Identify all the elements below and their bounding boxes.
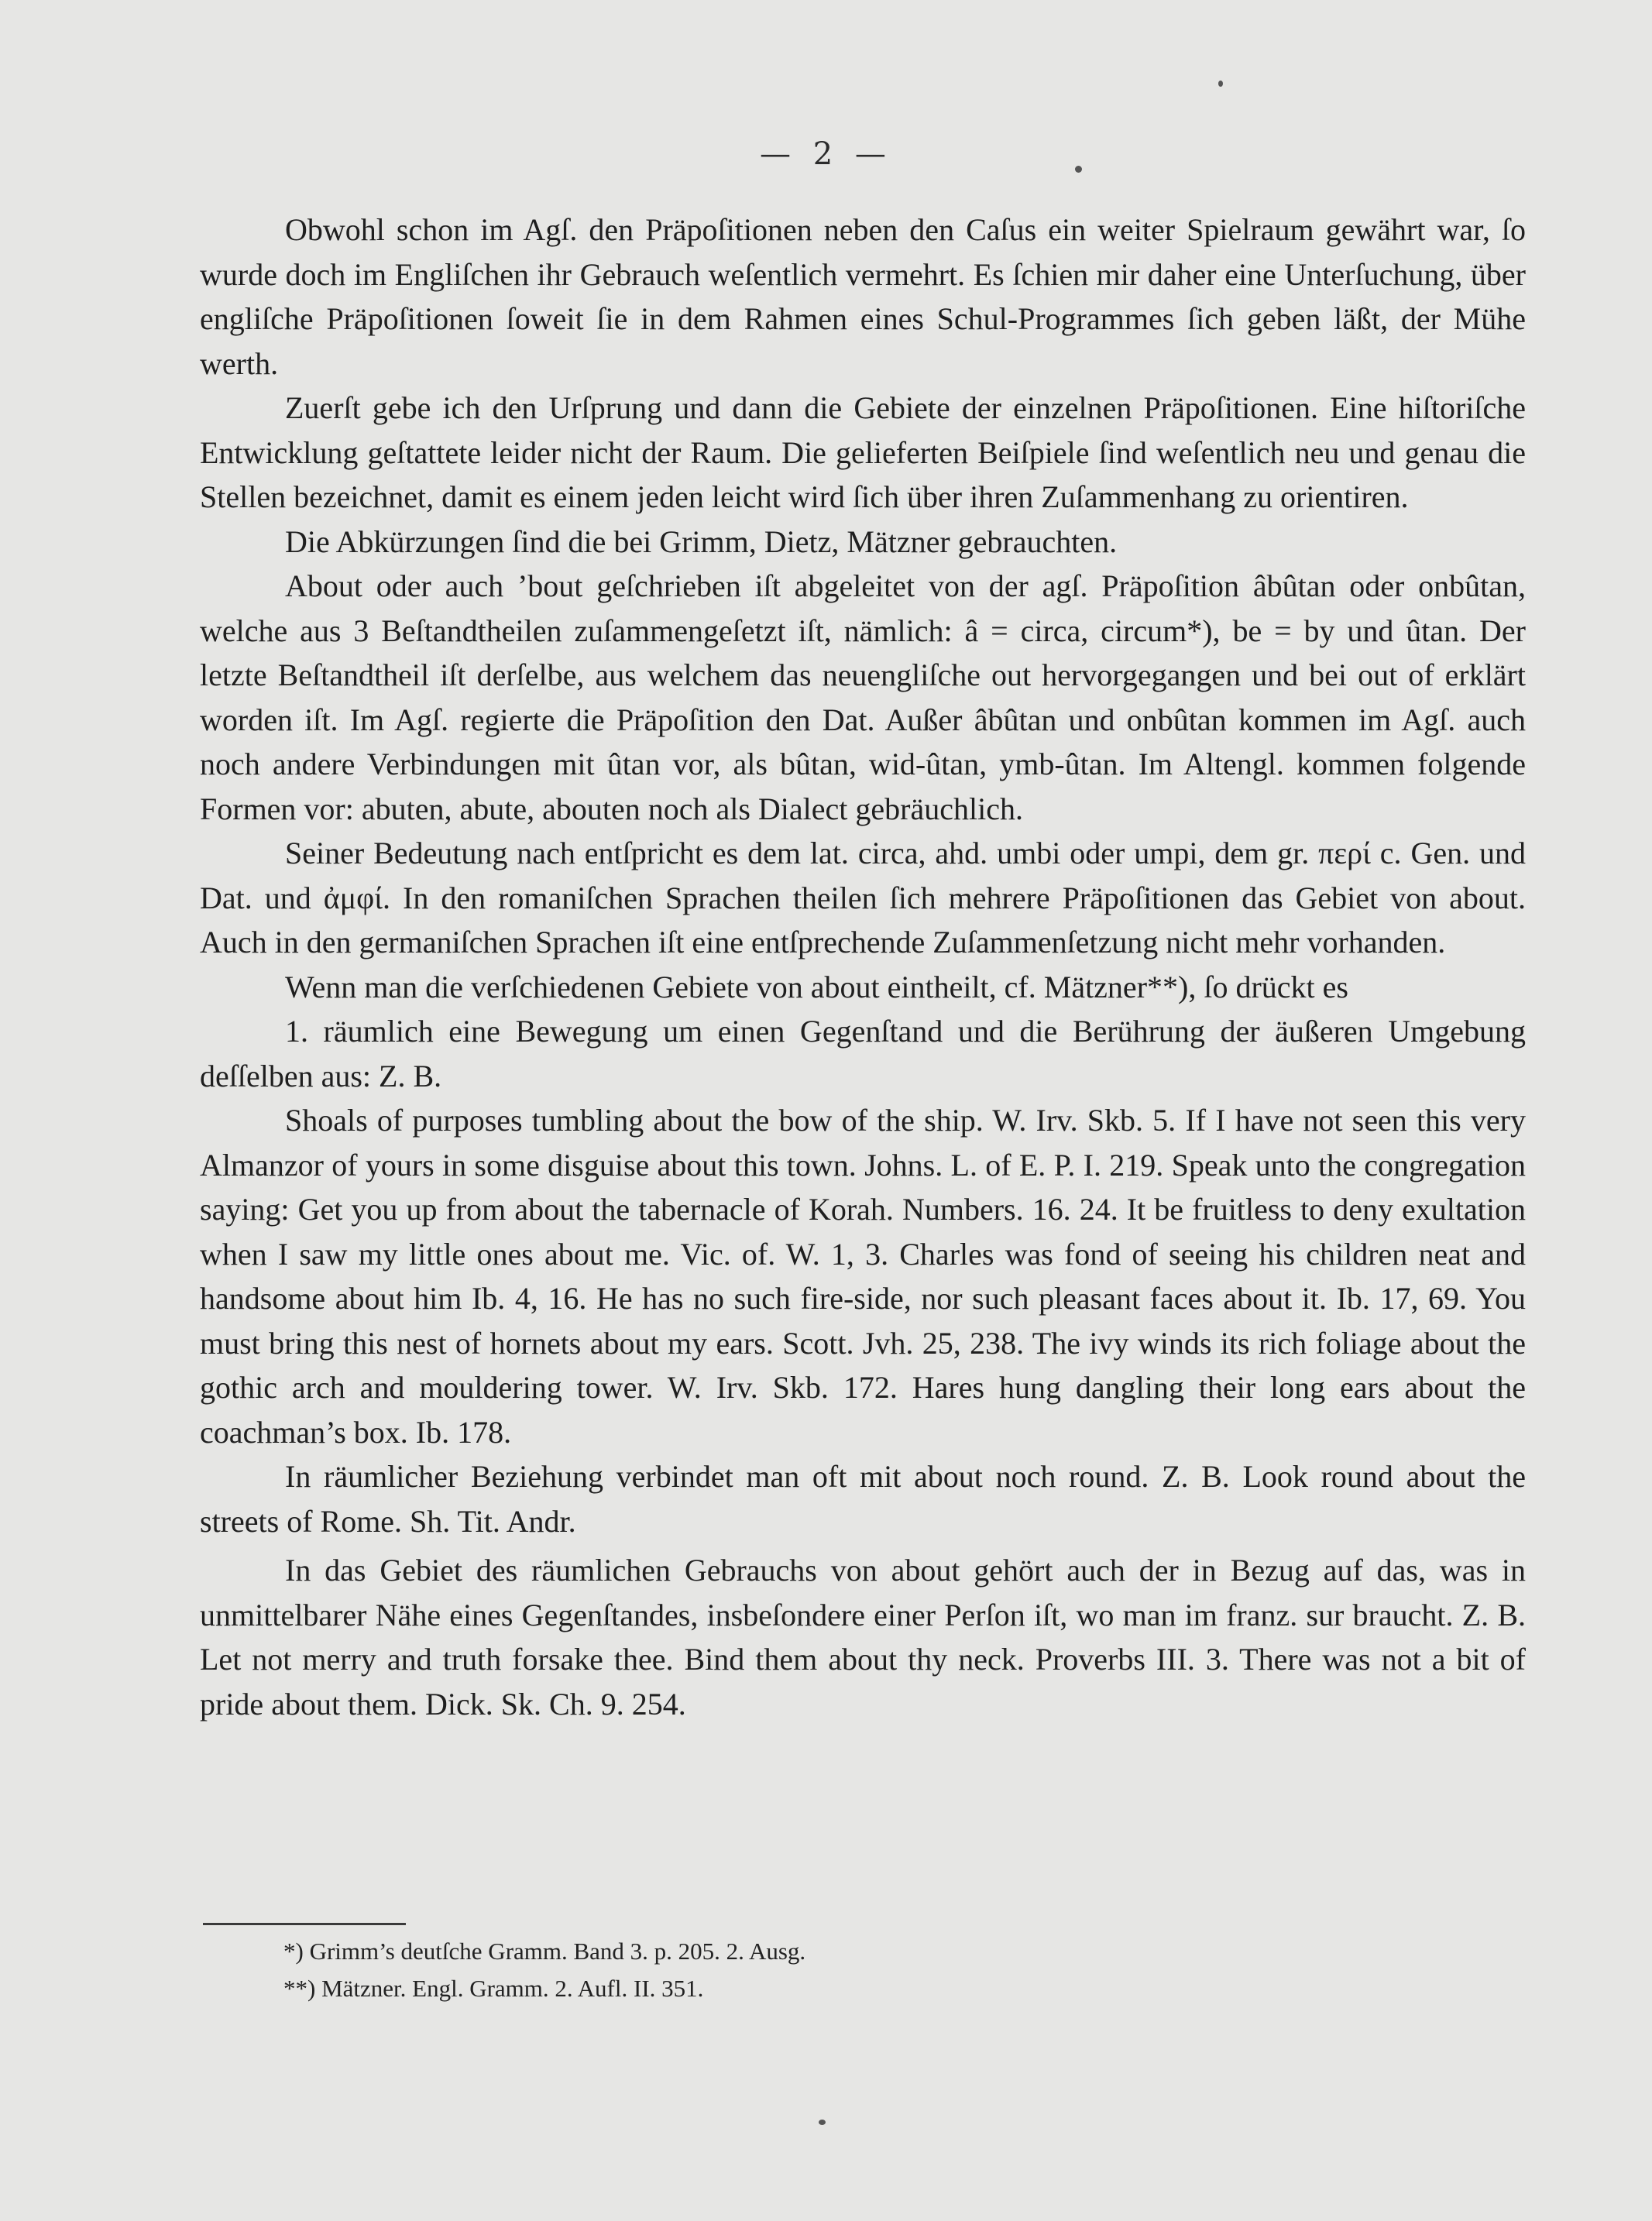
ink-speck	[1075, 166, 1082, 173]
paragraph-about-divisions: Wenn man die verſchiedenen Gebiete von about eintheilt, cf. Mätzner**), ſo drückt es	[285, 969, 1348, 1004]
paragraph-abbreviations: Die Abkürzungen ſind die bei Grimm, Dietz, Mätzner gebrauchten.	[285, 523, 1118, 559]
ink-speck	[819, 2120, 826, 2125]
footnotes	[283, 1933, 1368, 2007]
paragraph-about-meaning: Seiner Bedeutung nach entſpricht es dem lat. circa, ahd. umbi oder umpi, dem gr. περί c. Gen. und Dat. und ἀμφί. In den romaniſchen Sprachen theilen ſich mehrere Präpoſitionen das Gebiet von about. Auch in den germaniſchen Sprachen iſt eine entſprechende Zuſammenſetzung nicht mehr vorhanden.	[200, 836, 1526, 959]
paragraph-proximity: In das Gebiet des räumlichen Gebrauchs von about gehört auch der in Bezug auf das, was in unmittelbarer Nähe eines Gegenſtandes, insbeſondere einer Perſon iſt, wo man im franz. sur braucht. Z. B. Let not merry and truth forsake thee. Bind them about thy neck. Proverbs III. 3. There was not a bit of pride about them. Dick. Sk. Ch. 9. 254.	[200, 1553, 1526, 1722]
ink-speck	[1218, 81, 1223, 87]
paragraph-round-about: In räumlicher Beziehung verbindet man oft mit about noch round. Z. B. Look round about the streets of Rome. Sh. Tit. Andr.	[200, 1459, 1526, 1539]
body-text	[200, 208, 1526, 1726]
footnote-maetzner: **) Mätzner. Engl. Gramm. 2. Aufl. II. 351.	[283, 1975, 704, 2002]
paragraph-intro: Obwohl schon im Agſ. den Präpoſitionen neben den Caſus ein weiter Spielraum gewährt war, ſo wurde doch im Engliſchen ihr Gebrauch weſentlich vermehrt. Es ſchien mir daher eine Unterſuchung, über engliſche Präpoſitionen ſoweit ſie in dem Rahmen eines Schul-Programmes ſich geben läßt, der Mühe werth.	[200, 212, 1526, 381]
footnote-divider	[203, 1923, 406, 1925]
paragraph-about-origin: About oder auch ’bout geſchrieben iſt abgeleitet von der agſ. Präpoſition âbûtan oder onbûtan, welche aus 3 Beſtandtheilen zuſammengeſetzt iſt, nämlich: â = circa, circum*), be = by und ûtan. Der letzte Beſtandtheil iſt derſelbe, aus welchem das neuengliſche out hervorgegangen und bei out of erklärt worden iſt. Im Agſ. regierte die Präpoſition den Dat. Außer âbûtan und onbûtan kommen im Agſ. auch noch andere Verbindungen mit ûtan vor, als bûtan, wid-ûtan, ymb-ûtan. Im Altengl. kommen folgende Formen vor: abuten, abute, abouten noch als Dialect gebräuchlich.	[200, 568, 1526, 826]
paragraph-spatial-definition: 1. räumlich eine Bewegung um einen Gegenſtand und die Berührung der äußeren Umgebung deſſelben aus: Z. B.	[200, 1014, 1526, 1093]
footnote-grimm: *) Grimm’s deutſche Gramm. Band 3. p. 205. 2. Ausg.	[283, 1938, 806, 1965]
page-number: — 2 —	[760, 136, 892, 172]
paragraph-spatial-examples: Shoals of purposes tumbling about the bow of the ship. W. Irv. Skb. 5. If I have not seen this very Almanzor of yours in some disguise about this town. Johns. L. of E. P. I. 219. Speak unto the congregation saying: Get you up from about the tabernacle of Korah. Numbers. 16. 24. It be fruitless to deny exultation when I saw my little ones about me. Vic. of. W. 1, 3. Charles was fond of seeing his children neat and handsome about him Ib. 4, 16. He has no such fire-side, nor such pleasant faces about it. Ib. 17, 69. You must bring this nest of hornets about my ears. Scott. Jvh. 25, 238. The ivy winds its rich foliage about the gothic arch and mouldering tower. W. Irv. Skb. 172. Hares hung dangling their long ears about the coachman’s box. Ib. 178.	[200, 1103, 1526, 1450]
paragraph-method: Zuerſt gebe ich den Urſprung und dann die Gebiete der einzelnen Präpoſitionen. Eine hiſtoriſche Entwicklung geſtattete leider nicht der Raum. Die gelieferten Beiſpiele ſind weſentlich neu und genau die Stellen bezeichnet, damit es einem jeden leicht wird ſich über ihren Zuſammenhang zu orientiren.	[200, 390, 1526, 514]
